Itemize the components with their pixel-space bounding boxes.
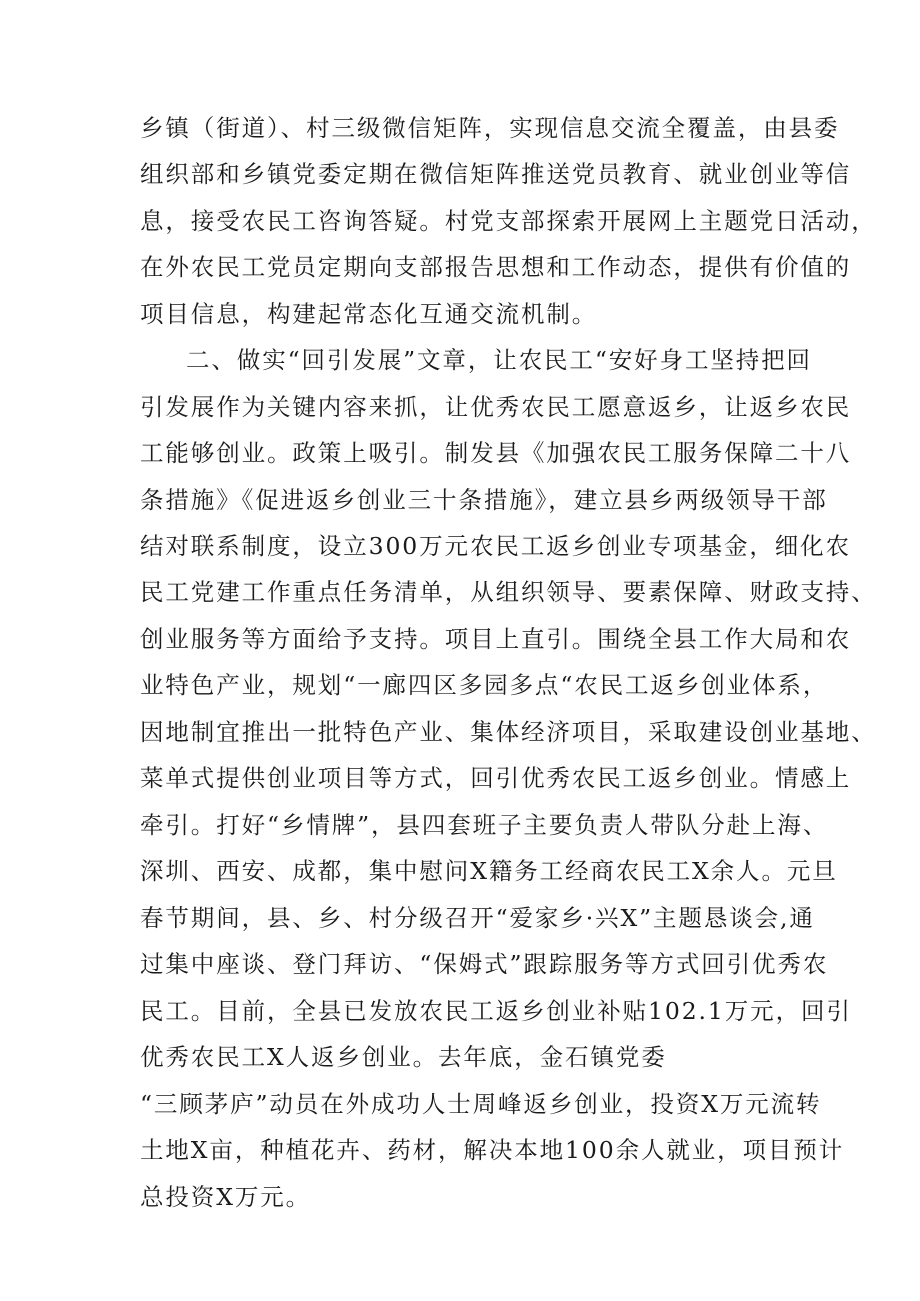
text-line: 牵引。打好“乡情牌”，县四套班子主要负责人带队分赴上海、: [140, 811, 829, 839]
text-line: “三顾茅庐”动员在外成功人士周峰返乡创业，投资X万元流转: [140, 1090, 822, 1118]
text-line: 在外农民工党员定期向支部报告思想和工作动态，提供有价值的: [140, 253, 852, 281]
text-line: 工能够创业。政策上吸引。制发县《加强农民工服务保障二十八: [140, 439, 852, 467]
text-line: 总投资X万元。: [140, 1183, 312, 1211]
text-line: 引发展作为关键内容来抓，让优秀农民工愿意返乡，让返乡农民: [140, 393, 852, 421]
text-line: 乡镇（街道）、村三级微信矩阵，实现信息交流全覆盖，由县委: [140, 114, 840, 142]
text-line: 结对联系制度，设立300万元农民工返乡创业专项基金，细化农: [140, 532, 851, 560]
text-line: 民工党建工作重点任务清单，从组织领导、要素保障、财政支持、: [140, 578, 877, 606]
text-line: 深圳、西安、成都，集中慰问X籍务工经商农民工X余人。元旦: [140, 857, 838, 885]
text-line: 创业服务等方面给予支持。项目上直引。围绕全县工作大局和农: [140, 625, 852, 653]
text-line: 土地X亩，种植花卉、药材，解决本地100余人就业，项目预计: [140, 1136, 845, 1164]
text-line: 民工。目前，全县已发放农民工返乡创业补贴102.1万元，回引: [140, 997, 852, 1025]
text-line: 菜单式提供创业项目等方式，回引优秀农民工返乡创业。情感上: [140, 764, 852, 792]
text-line: 因地制宜推出一批特色产业、集体经济项目，采取建设创业基地、: [140, 718, 877, 746]
text-line: 项目信息，构建起常态化互通交流机制。: [140, 300, 598, 328]
text-line: 条措施》《促进返乡创业三十条措施》，建立县乡两级领导干部: [140, 486, 828, 514]
text-line: 息，接受农民工咨询答疑。村党支部探索开展网上主题党日活动，: [140, 207, 877, 235]
paragraph-start-line: 二、做实“回引发展”文章，让农民工“安好身工坚持把回: [186, 346, 812, 374]
text-line: 春节期间，县、乡、村分级召开“爱家乡·兴X”主题恳谈会,通: [140, 904, 815, 932]
text-line: 组织部和乡镇党委定期在微信矩阵推送党员教育、就业创业等信: [140, 160, 852, 188]
text-line: 业特色产业，规划“一廊四区多园多点“农民工返乡创业体系，: [140, 671, 829, 699]
text-line: 过集中座谈、登门拜访、“保姆式”跟踪服务等方式回引优秀农: [140, 950, 829, 978]
text-line: 优秀农民工X人返乡创业。去年底，金石镇党委: [140, 1043, 667, 1071]
